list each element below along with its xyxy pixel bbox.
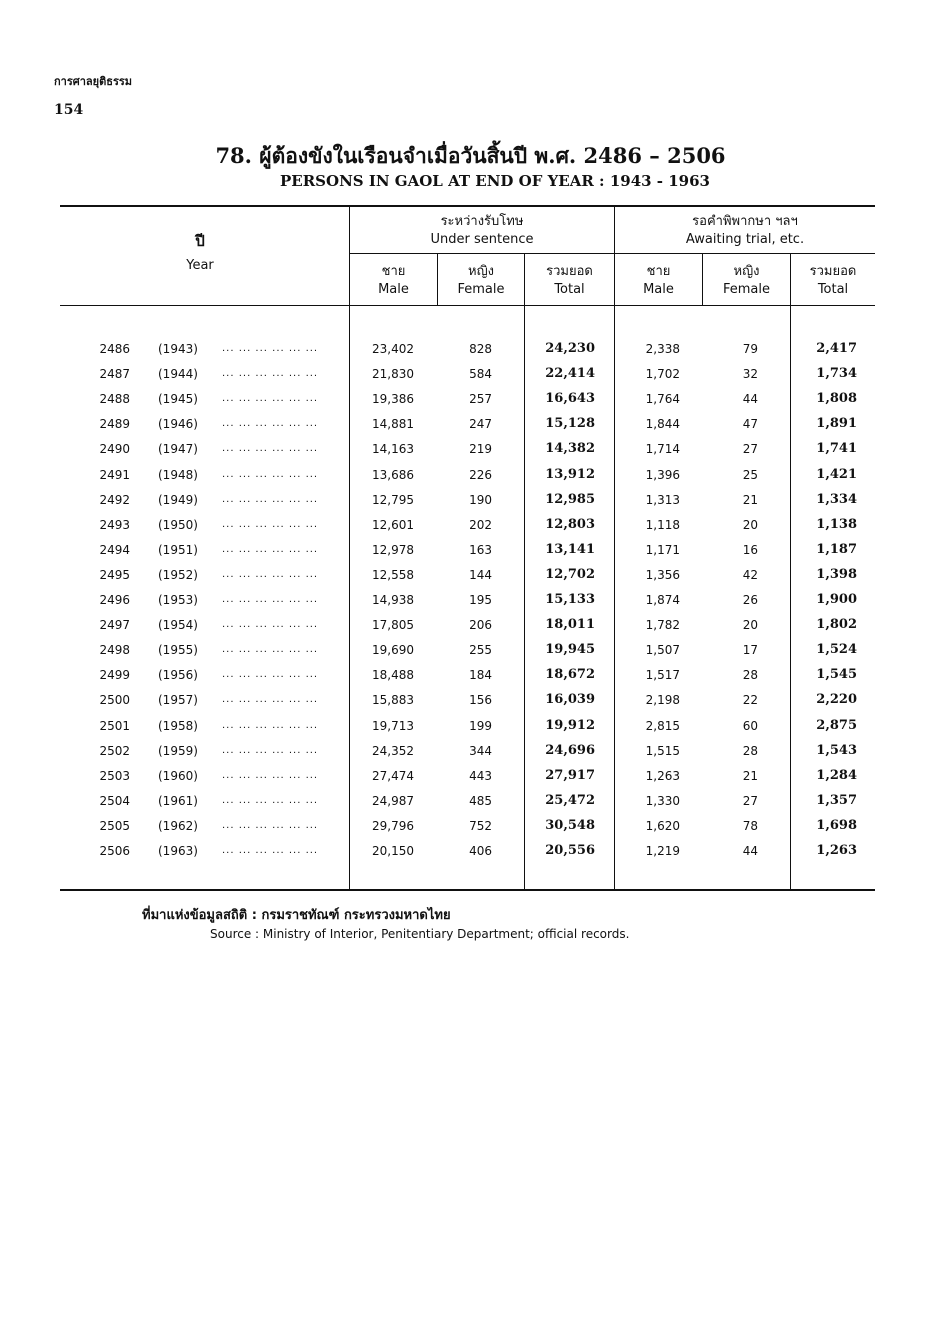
leader-dots: ... ... ... ... ... ... xyxy=(222,518,319,530)
awaiting-female-cell: 27 xyxy=(742,793,758,808)
year-ce-cell: (1953) xyxy=(158,593,198,607)
awaiting-male-cell: 2,815 xyxy=(645,718,680,733)
sentenced-female-cell: 584 xyxy=(469,367,492,382)
awaiting-male-cell: 1,118 xyxy=(645,517,680,532)
awaiting-male-cell: 1,330 xyxy=(645,793,680,808)
sentenced-total-cell: 24,696 xyxy=(545,742,595,758)
awaiting-total-cell: 1,334 xyxy=(816,491,857,507)
female-header-english: Female xyxy=(457,282,505,297)
year-be-cell: 2497 xyxy=(99,618,130,633)
leader-dots: ... ... ... ... ... ... xyxy=(222,619,319,631)
table-title-thai: 78. ผู้ต้องขังในเรือนจำเมื่อวันสิ้นปี พ.ศ. 2486 – 2506 xyxy=(215,143,726,168)
sentenced-female-cell: 226 xyxy=(469,467,492,482)
sentenced-male-cell: 20,150 xyxy=(372,844,414,858)
awaiting-total-cell: 2,417 xyxy=(816,341,857,356)
year-be-cell: 2499 xyxy=(99,668,130,683)
year-ce-cell: (1945) xyxy=(158,392,198,407)
awaiting-total-cell: 1,524 xyxy=(816,642,857,658)
awaiting-female-cell: 25 xyxy=(742,467,758,482)
awaiting-total-cell: 1,802 xyxy=(816,617,857,633)
year-be-cell: 2488 xyxy=(99,392,130,407)
sentenced-female-cell: 184 xyxy=(469,668,492,683)
group-header-rule xyxy=(350,253,875,254)
sentenced-male-cell: 14,881 xyxy=(372,417,414,432)
awaiting-total-cell: 1,734 xyxy=(816,366,857,382)
sentenced-female-cell: 828 xyxy=(469,342,492,356)
sentenced-male-cell: 12,601 xyxy=(372,517,414,532)
year-ce-cell: (1950) xyxy=(158,517,198,532)
sentenced-female-cell: 195 xyxy=(469,593,492,607)
awaiting-female-cell: 22 xyxy=(742,693,758,708)
sentenced-total-cell: 18,011 xyxy=(545,617,595,633)
awaiting-male-cell: 1,507 xyxy=(645,643,680,658)
year-be-cell: 2496 xyxy=(99,593,130,607)
sentenced-female-cell: 485 xyxy=(469,793,492,808)
sentenced-female-cell: 443 xyxy=(469,768,492,783)
awaiting-male-cell: 1,782 xyxy=(645,618,680,633)
year-ce-cell: (1952) xyxy=(158,567,198,582)
table-title-english: PERSONS IN GAOL AT END OF YEAR : 1943 - 1963 xyxy=(280,172,710,190)
awaiting-male-cell: 2,338 xyxy=(645,342,680,356)
awaiting-male-cell: 1,171 xyxy=(645,542,680,557)
total-header-english: Total xyxy=(817,282,849,297)
year-ce-cell: (1949) xyxy=(158,492,198,507)
year-ce-cell: (1957) xyxy=(158,693,198,708)
sentenced-total-cell: 27,917 xyxy=(545,767,595,783)
female-header-english: Female xyxy=(722,282,770,297)
sentenced-total-cell: 24,230 xyxy=(545,341,595,356)
awaiting-trial-header-english: Awaiting trial, etc. xyxy=(685,232,805,247)
awaiting-male-cell: 1,844 xyxy=(645,417,680,432)
total-header-thai: รวมยอด xyxy=(809,264,857,279)
sentenced-total-cell: 20,556 xyxy=(545,843,595,858)
year-be-cell: 2502 xyxy=(99,743,130,758)
sentenced-total-cell: 22,414 xyxy=(545,366,595,382)
awaiting-male-cell: 1,702 xyxy=(645,367,680,382)
awaiting-total-cell: 1,891 xyxy=(816,416,857,432)
sentenced-male-cell: 24,352 xyxy=(372,743,414,758)
sentenced-male-cell: 21,830 xyxy=(372,367,414,382)
awaiting-female-cell: 26 xyxy=(742,593,758,607)
year-header-thai: ปี xyxy=(195,232,205,250)
sentenced-female-cell: 247 xyxy=(469,417,492,432)
sentenced-female-cell: 163 xyxy=(469,542,492,557)
awaiting-total-cell: 1,284 xyxy=(816,767,857,783)
sentenced-male-cell: 19,386 xyxy=(372,392,414,407)
awaiting-total-cell: 1,263 xyxy=(816,843,857,858)
awaiting-male-cell: 1,396 xyxy=(645,467,680,482)
sentenced-male-cell: 12,558 xyxy=(372,567,414,582)
year-ce-cell: (1961) xyxy=(158,793,198,808)
sentenced-male-cell: 24,987 xyxy=(372,793,414,808)
year-be-cell: 2493 xyxy=(99,517,130,532)
sentenced-female-cell: 202 xyxy=(469,517,492,532)
awaiting-male-cell: 2,198 xyxy=(645,693,680,708)
under-sentence-header-thai: ระหว่างรับโทษ xyxy=(440,214,524,229)
year-be-cell: 2487 xyxy=(99,367,130,382)
male-header-english: Male xyxy=(378,282,409,297)
awaiting-total-cell: 2,220 xyxy=(816,692,857,708)
sentenced-male-cell: 15,883 xyxy=(372,693,414,708)
sentenced-female-cell: 219 xyxy=(469,442,492,457)
table-top-rule xyxy=(60,205,875,207)
awaiting-female-cell: 32 xyxy=(742,367,758,382)
sentenced-total-cell: 16,643 xyxy=(545,391,595,407)
sentenced-male-cell: 18,488 xyxy=(372,668,414,683)
awaiting-female-cell: 42 xyxy=(742,567,758,582)
awaiting-female-cell: 60 xyxy=(742,718,758,733)
sentenced-total-cell: 13,912 xyxy=(545,466,595,482)
sentenced-female-cell: 406 xyxy=(469,844,492,858)
awaiting-total-cell: 1,543 xyxy=(816,742,857,758)
sentenced-female-cell: 257 xyxy=(469,392,492,407)
year-ce-cell: (1954) xyxy=(158,618,198,633)
leader-dots: ... ... ... ... ... ... xyxy=(222,719,319,731)
sentenced-male-cell: 29,796 xyxy=(372,818,414,833)
header-bottom-rule xyxy=(60,305,875,306)
year-be-cell: 2486 xyxy=(99,342,130,356)
sentenced-male-cell: 14,163 xyxy=(372,442,414,457)
year-ce-cell: (1956) xyxy=(158,668,198,683)
year-be-cell: 2501 xyxy=(99,718,130,733)
sentenced-female-cell: 199 xyxy=(469,718,492,733)
under-sentence-header-english: Under sentence xyxy=(430,232,534,247)
awaiting-total-cell: 1,398 xyxy=(816,566,857,582)
sentenced-total-cell: 16,039 xyxy=(545,692,595,708)
leader-dots: ... ... ... ... ... ... xyxy=(222,594,319,605)
leader-dots: ... ... ... ... ... ... xyxy=(222,393,319,405)
awaiting-female-cell: 20 xyxy=(742,618,758,633)
awaiting-male-cell: 1,620 xyxy=(645,818,680,833)
sentenced-total-cell: 15,133 xyxy=(545,592,595,607)
awaiting-total-cell: 2,875 xyxy=(816,717,857,733)
sentenced-male-cell: 14,938 xyxy=(372,593,414,607)
year-be-cell: 2491 xyxy=(99,467,130,482)
year-ce-cell: (1962) xyxy=(158,818,198,833)
table-bottom-rule xyxy=(60,889,875,891)
sentenced-female-cell: 752 xyxy=(469,818,492,833)
sentenced-male-cell: 17,805 xyxy=(372,618,414,633)
section-name: การศาลยุติธรรม xyxy=(54,75,133,88)
awaiting-female-cell: 47 xyxy=(742,417,758,432)
leader-dots: ... ... ... ... ... ... xyxy=(222,418,319,430)
awaiting-total-cell: 1,698 xyxy=(816,817,857,833)
male-header-thai: ชาย xyxy=(381,264,406,279)
leader-dots: ... ... ... ... ... ... xyxy=(222,669,319,681)
awaiting-total-cell: 1,741 xyxy=(816,441,857,457)
leader-dots: ... ... ... ... ... ... xyxy=(222,468,319,480)
awaiting-total-cell: 1,357 xyxy=(816,792,857,808)
year-be-cell: 2506 xyxy=(99,844,130,858)
sentenced-female-cell: 255 xyxy=(469,643,492,658)
year-ce-cell: (1947) xyxy=(158,442,198,457)
awaiting-female-cell: 78 xyxy=(742,818,758,833)
awaiting-male-cell: 1,515 xyxy=(645,743,680,758)
sentenced-total-cell: 12,985 xyxy=(545,491,595,507)
total-header-thai: รวมยอด xyxy=(546,264,593,279)
awaiting-female-cell: 44 xyxy=(742,844,758,858)
year-ce-cell: (1946) xyxy=(158,417,198,432)
sentenced-male-cell: 27,474 xyxy=(372,768,414,783)
leader-dots: ... ... ... ... ... ... xyxy=(222,819,319,831)
leader-dots: ... ... ... ... ... ... xyxy=(222,694,319,706)
year-be-cell: 2504 xyxy=(99,793,130,808)
year-be-cell: 2494 xyxy=(99,542,130,557)
year-be-cell: 2500 xyxy=(99,693,130,708)
sentenced-female-cell: 144 xyxy=(469,567,492,582)
sentenced-male-cell: 12,978 xyxy=(372,542,414,557)
awaiting-female-cell: 44 xyxy=(742,392,758,407)
sentenced-male-cell: 12,795 xyxy=(372,492,414,507)
source-thai: ที่มาแห่งข้อมูลสถิติ : กรมราชทัณฑ์ กระทรวงมหาดไทย xyxy=(142,908,451,923)
awaiting-female-cell: 21 xyxy=(742,768,758,783)
leader-dots: ... ... ... ... ... ... xyxy=(222,744,319,756)
awaiting-male-cell: 1,356 xyxy=(645,567,680,582)
awaiting-female-cell: 21 xyxy=(742,492,758,507)
awaiting-total-cell: 1,421 xyxy=(816,466,857,482)
awaiting-total-cell: 1,808 xyxy=(816,391,857,407)
sentenced-total-cell: 30,548 xyxy=(545,817,595,833)
sentenced-male-cell: 13,686 xyxy=(372,467,414,482)
year-ce-cell: (1944) xyxy=(158,367,198,382)
year-be-cell: 2492 xyxy=(99,492,130,507)
leader-dots: ... ... ... ... ... ... xyxy=(222,543,319,555)
leader-dots: ... ... ... ... ... ... xyxy=(222,644,319,656)
leader-dots: ... ... ... ... ... ... xyxy=(222,368,319,380)
leader-dots: ... ... ... ... ... ... xyxy=(222,794,319,806)
sentenced-total-cell: 19,912 xyxy=(545,717,595,733)
year-ce-cell: (1960) xyxy=(158,768,198,783)
sentenced-male-cell: 23,402 xyxy=(372,342,414,356)
sentenced-total-cell: 18,672 xyxy=(545,667,595,683)
awaiting-female-cell: 79 xyxy=(742,342,758,356)
female-header-thai: หญิง xyxy=(468,264,494,279)
female-header-thai: หญิง xyxy=(733,264,760,279)
sentenced-total-cell: 13,141 xyxy=(545,541,595,557)
page-number: 154 xyxy=(54,102,84,118)
leader-dots: ... ... ... ... ... ... xyxy=(222,769,319,781)
sentenced-female-cell: 156 xyxy=(469,693,492,708)
awaiting-male-cell: 1,313 xyxy=(645,492,680,507)
year-header-english: Year xyxy=(186,258,214,273)
awaiting-female-cell: 28 xyxy=(742,743,758,758)
sentenced-male-cell: 19,690 xyxy=(372,643,414,658)
year-ce-cell: (1943) xyxy=(158,342,198,356)
male-header-thai: ชาย xyxy=(646,264,671,279)
sentenced-total-cell: 12,803 xyxy=(545,516,595,532)
leader-dots: ... ... ... ... ... ... xyxy=(222,443,319,455)
sentenced-female-cell: 344 xyxy=(469,743,492,758)
awaiting-female-cell: 28 xyxy=(742,668,758,683)
year-ce-cell: (1955) xyxy=(158,643,198,658)
leader-dots: ... ... ... ... ... ... xyxy=(222,343,319,354)
year-ce-cell: (1951) xyxy=(158,542,198,557)
year-ce-cell: (1963) xyxy=(158,844,198,858)
year-be-cell: 2489 xyxy=(99,417,130,432)
sentenced-total-cell: 14,382 xyxy=(545,441,595,457)
source-english: Source : Ministry of Interior, Penitentiary Department; official records. xyxy=(210,927,630,941)
awaiting-female-cell: 20 xyxy=(742,517,758,532)
year-ce-cell: (1958) xyxy=(158,718,198,733)
year-be-cell: 2503 xyxy=(99,768,130,783)
awaiting-male-cell: 1,714 xyxy=(645,442,680,457)
leader-dots: ... ... ... ... ... ... xyxy=(222,568,319,580)
awaiting-total-cell: 1,900 xyxy=(816,592,857,607)
year-be-cell: 2490 xyxy=(99,442,130,457)
awaiting-female-cell: 16 xyxy=(742,542,758,557)
year-be-cell: 2505 xyxy=(99,818,130,833)
sentenced-total-cell: 15,128 xyxy=(545,416,595,432)
leader-dots: ... ... ... ... ... ... xyxy=(222,845,319,856)
awaiting-female-cell: 17 xyxy=(742,643,758,658)
awaiting-total-cell: 1,187 xyxy=(816,541,857,557)
year-be-cell: 2498 xyxy=(99,643,130,658)
total-header-english: Total xyxy=(554,282,585,297)
sentenced-total-cell: 12,702 xyxy=(545,566,595,582)
sentenced-female-cell: 206 xyxy=(469,618,492,633)
sentenced-total-cell: 19,945 xyxy=(545,642,595,658)
awaiting-trial-header-thai: รอคำพิพากษา ฯลฯ xyxy=(692,214,798,229)
awaiting-male-cell: 1,764 xyxy=(645,392,680,407)
leader-dots: ... ... ... ... ... ... xyxy=(222,493,319,505)
year-be-cell: 2495 xyxy=(99,567,130,582)
awaiting-female-cell: 27 xyxy=(742,442,758,457)
awaiting-male-cell: 1,517 xyxy=(645,668,680,683)
awaiting-male-cell: 1,874 xyxy=(645,593,680,607)
male-header-english: Male xyxy=(643,282,674,297)
sentenced-total-cell: 25,472 xyxy=(545,792,595,808)
awaiting-total-cell: 1,545 xyxy=(816,667,857,683)
sentenced-female-cell: 190 xyxy=(469,492,492,507)
year-ce-cell: (1948) xyxy=(158,467,198,482)
awaiting-male-cell: 1,219 xyxy=(645,844,680,858)
awaiting-male-cell: 1,263 xyxy=(645,768,680,783)
sentenced-male-cell: 19,713 xyxy=(372,718,414,733)
awaiting-total-cell: 1,138 xyxy=(816,516,857,532)
year-ce-cell: (1959) xyxy=(158,743,198,758)
